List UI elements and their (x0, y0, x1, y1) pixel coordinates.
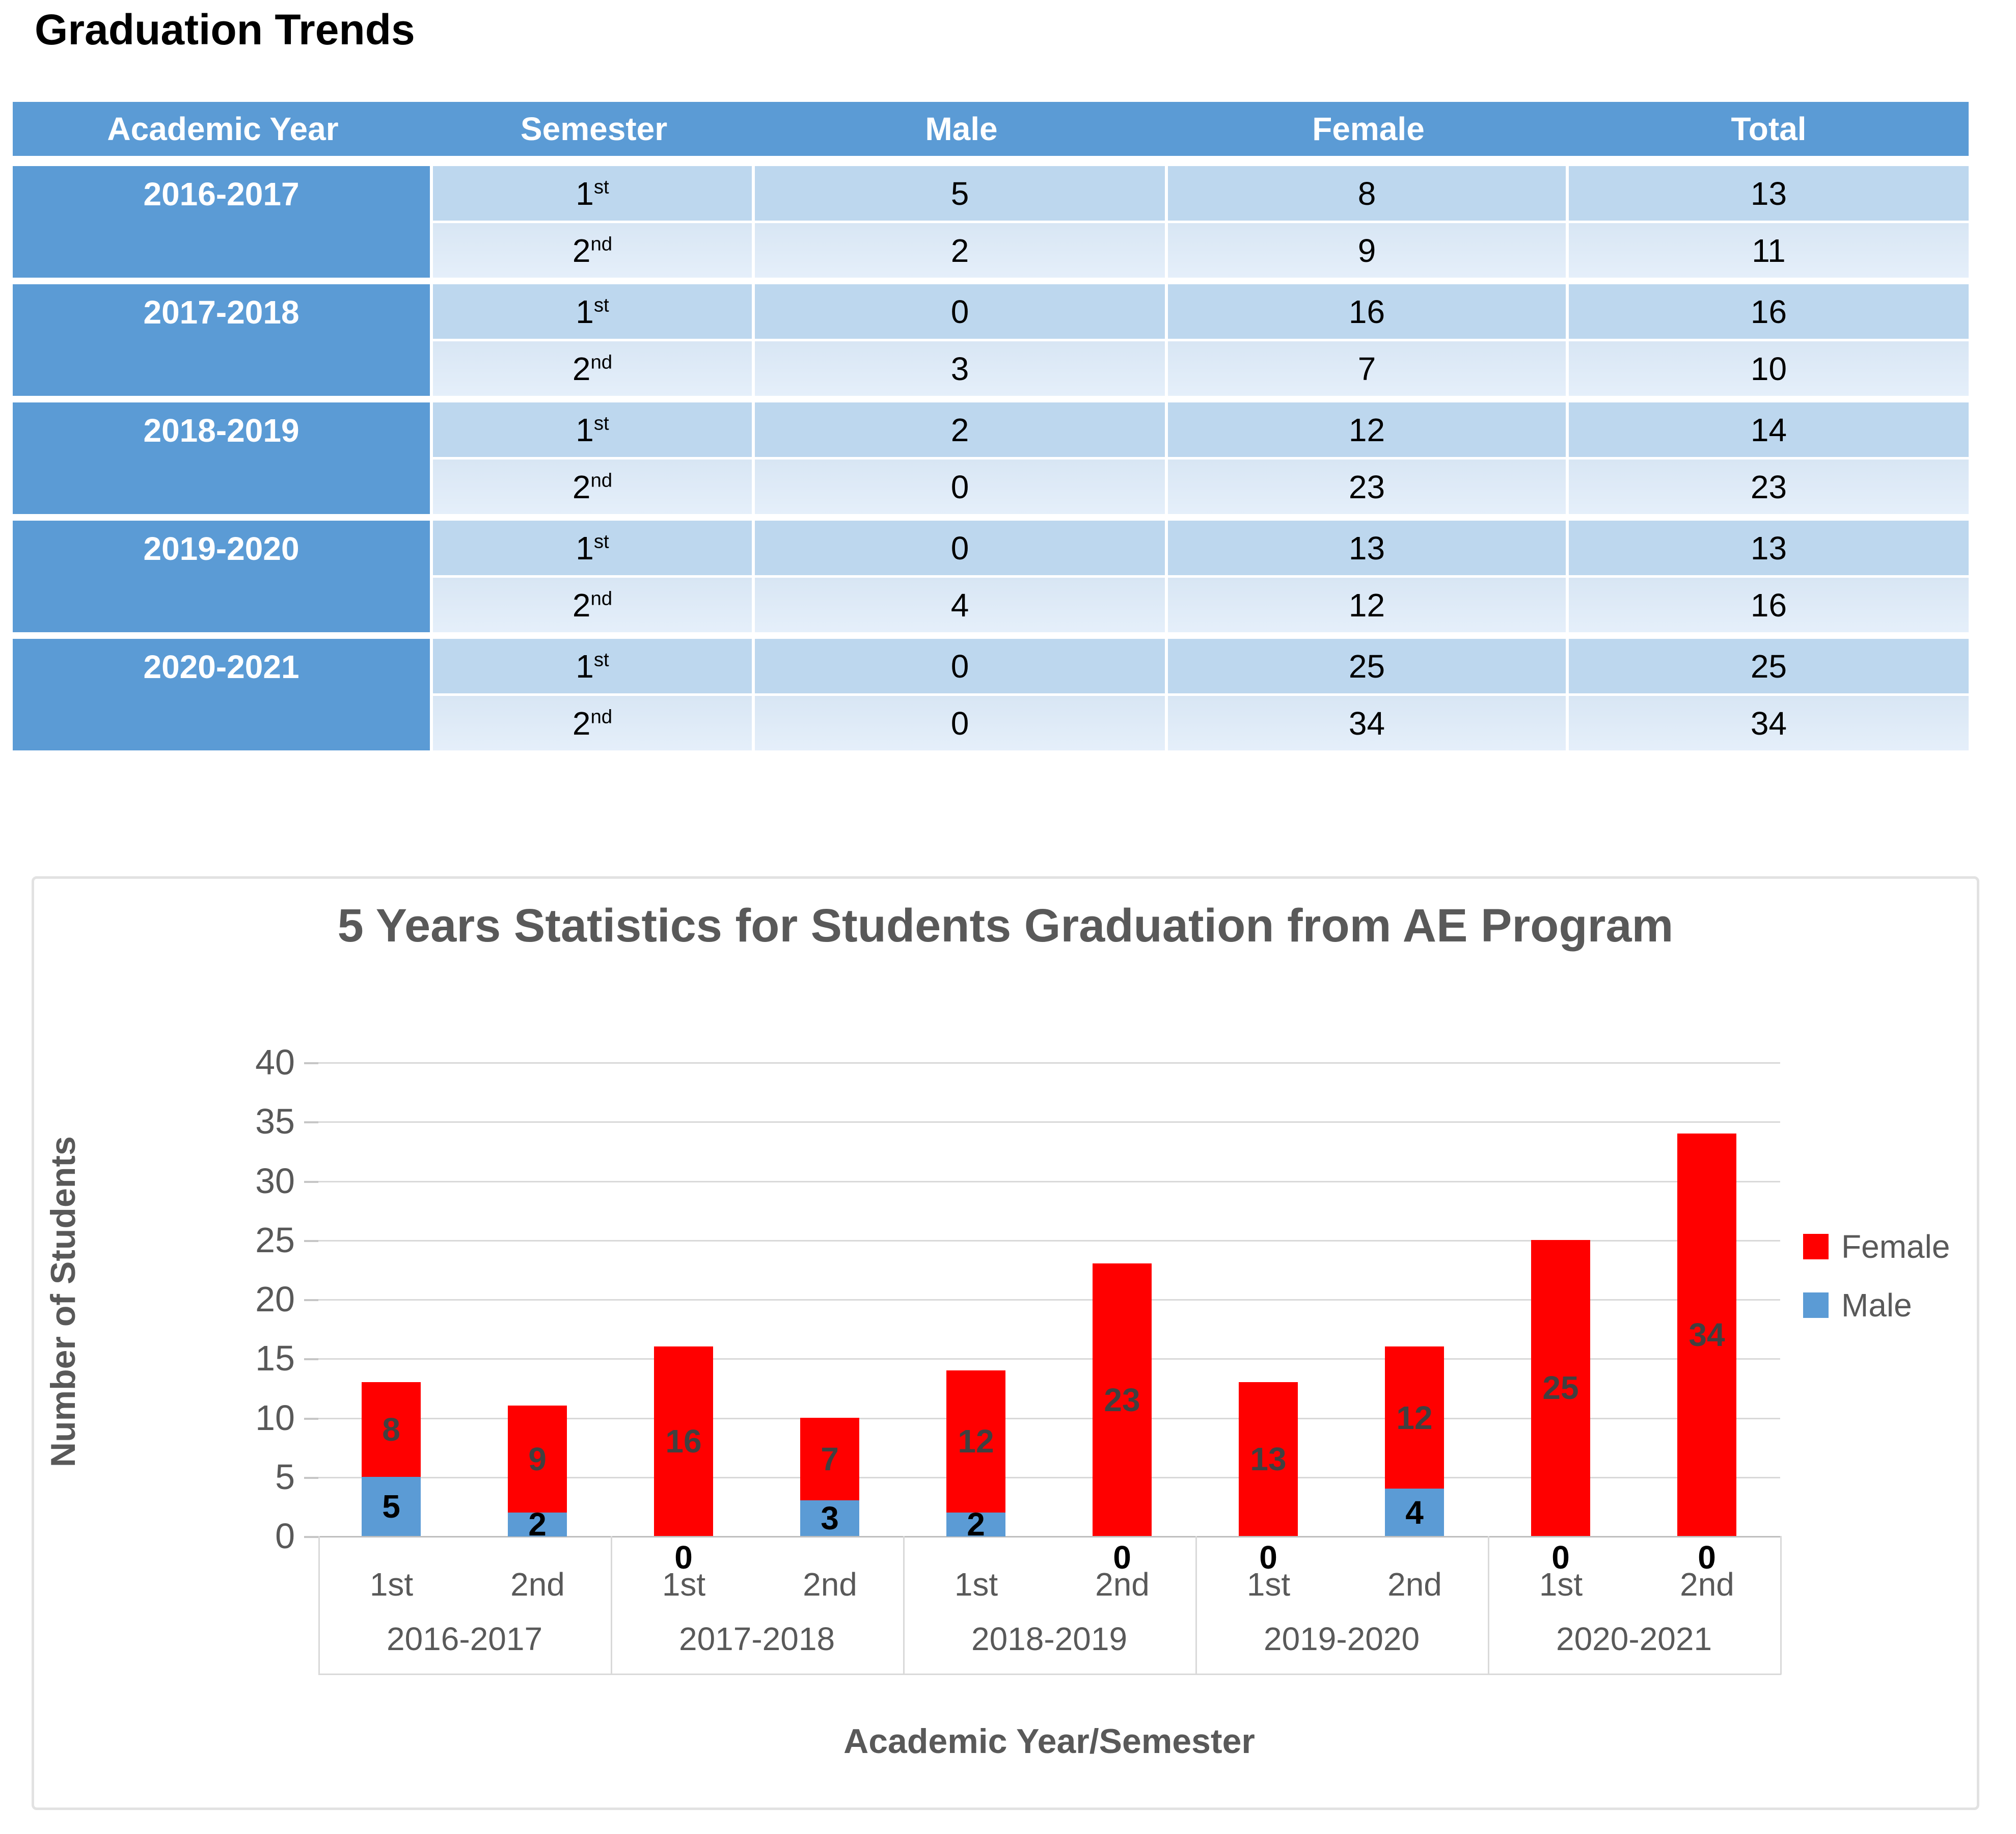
header-total: Total (1569, 102, 1969, 162)
y-axis-title: Number of Students (44, 1136, 83, 1467)
male-cell: 4 (755, 578, 1168, 635)
male-cell: 0 (755, 280, 1168, 341)
x-group-label: 2020-2021 (1556, 1621, 1712, 1657)
semester-cell (433, 341, 755, 398)
semester-cell (433, 223, 755, 280)
y-tick-label: 10 (255, 1398, 295, 1438)
legend-label-female: Female (1841, 1228, 1950, 1265)
bar-label-female: 8 (382, 1411, 400, 1448)
semester-suffix: nd (590, 233, 613, 255)
bar-label-male: 2 (967, 1506, 985, 1543)
table-row (13, 398, 1969, 460)
year-cell: 2020-2021 (13, 635, 433, 753)
y-tick (304, 1477, 318, 1479)
semester-cell (433, 398, 755, 460)
year-cell: 2017-2018 (13, 280, 433, 398)
year-cell: 2018-2019 (13, 398, 433, 517)
male-cell: 3 (755, 341, 1168, 398)
header-female: Female (1168, 102, 1569, 162)
x-tick-label: 2nd (1095, 1566, 1150, 1603)
header-academic-year: Academic Year (13, 102, 433, 162)
total-cell: 34 (1569, 696, 1969, 753)
bar-label-male: 4 (1405, 1494, 1424, 1531)
female-cell: 16 (1168, 280, 1569, 341)
female-cell: 9 (1168, 223, 1569, 280)
semester-cell (433, 578, 755, 635)
semester-number: 2 (572, 468, 591, 505)
bar-label-male: 2 (528, 1506, 547, 1543)
gridline (318, 1181, 1780, 1182)
semester-cell (433, 635, 755, 696)
bar-label-female: 12 (958, 1423, 994, 1460)
x-tick-label: 2nd (1680, 1566, 1734, 1603)
semester-suffix: st (593, 176, 609, 198)
semester-suffix: nd (590, 587, 613, 610)
x-tick-label: 2nd (803, 1566, 857, 1603)
male-cell: 0 (755, 517, 1168, 578)
chart-container (32, 876, 1979, 1810)
total-cell: 14 (1569, 398, 1969, 460)
total-cell: 16 (1569, 280, 1969, 341)
semester-suffix: st (593, 412, 609, 435)
legend-swatch-female (1803, 1234, 1829, 1259)
male-cell: 0 (755, 696, 1168, 753)
total-cell: 13 (1569, 162, 1969, 223)
female-cell: 23 (1168, 460, 1569, 517)
semester-cell (433, 280, 755, 341)
semester-suffix: st (593, 530, 609, 553)
semester-number: 2 (572, 705, 591, 742)
semester-number: 2 (572, 232, 591, 269)
chart-title: 5 Years Statistics for Students Graduation from AE Program (337, 900, 1674, 952)
gridline (318, 1062, 1780, 1064)
male-cell: 0 (755, 635, 1168, 696)
x-tick-label: 1st (1539, 1566, 1583, 1603)
y-tick (304, 1358, 318, 1360)
bar-label-female: 16 (665, 1423, 702, 1460)
x-axis-separator (1780, 1536, 1782, 1675)
header-semester: Semester (433, 102, 755, 162)
x-tick-label: 1st (954, 1566, 998, 1603)
male-cell: 5 (755, 162, 1168, 223)
bar-label-male: 0 (1551, 1539, 1570, 1576)
bar-label-female: 7 (821, 1441, 839, 1477)
y-tick-label: 20 (255, 1279, 295, 1319)
female-cell: 12 (1168, 578, 1569, 635)
semester-number: 1 (576, 175, 594, 212)
total-cell: 10 (1569, 341, 1969, 398)
male-cell: 2 (755, 398, 1168, 460)
female-cell: 13 (1168, 517, 1569, 578)
x-tick-label: 1st (369, 1566, 414, 1603)
y-tick-label: 35 (255, 1101, 295, 1141)
x-tick-label: 2nd (510, 1566, 565, 1603)
x-group-label: 2017-2018 (678, 1621, 835, 1657)
total-cell: 11 (1569, 223, 1969, 280)
male-cell: 2 (755, 223, 1168, 280)
semester-suffix: nd (590, 706, 613, 728)
bar-label-male: 0 (1259, 1539, 1277, 1576)
bar-label-female: 9 (528, 1441, 547, 1477)
y-tick-label: 15 (255, 1338, 295, 1378)
y-tick-label: 25 (255, 1220, 295, 1260)
female-cell: 12 (1168, 398, 1569, 460)
female-cell: 34 (1168, 696, 1569, 753)
semester-suffix: nd (590, 469, 613, 492)
bar-label-male: 0 (1113, 1539, 1131, 1576)
header-male: Male (755, 102, 1168, 162)
graduation-table (13, 102, 1969, 753)
x-group-label: 2016-2017 (386, 1621, 543, 1657)
semester-cell (433, 162, 755, 223)
bar-label-male: 5 (382, 1488, 400, 1525)
y-tick (304, 1299, 318, 1301)
bar-label-male: 0 (1698, 1539, 1716, 1576)
table-row (13, 280, 1969, 341)
table-row (13, 635, 1969, 696)
y-tick (304, 1181, 318, 1183)
bar-label-female: 23 (1104, 1382, 1140, 1418)
bar-label-female: 12 (1396, 1399, 1433, 1436)
y-tick (304, 1121, 318, 1123)
x-tick-label: 2nd (1387, 1566, 1442, 1603)
bar-label-male: 3 (821, 1500, 839, 1536)
semester-number: 1 (576, 529, 594, 567)
female-cell: 7 (1168, 341, 1569, 398)
total-cell: 13 (1569, 517, 1969, 578)
bar-label-female: 13 (1250, 1441, 1287, 1477)
x-group-label: 2018-2019 (971, 1621, 1128, 1657)
x-group-label: 2019-2020 (1263, 1621, 1420, 1657)
semester-cell (433, 517, 755, 578)
semester-suffix: st (593, 649, 609, 671)
y-tick-label: 40 (255, 1042, 295, 1082)
semester-cell (433, 696, 755, 753)
male-cell: 0 (755, 460, 1168, 517)
y-tick-label: 0 (275, 1516, 295, 1556)
semester-number: 2 (572, 350, 591, 387)
total-cell: 16 (1569, 578, 1969, 635)
gridline (318, 1121, 1780, 1123)
y-tick-label: 30 (255, 1161, 295, 1201)
female-cell: 25 (1168, 635, 1569, 696)
bar-label-female: 25 (1542, 1369, 1579, 1406)
semester-cell (433, 460, 755, 517)
y-tick (304, 1418, 318, 1420)
semester-suffix: st (593, 294, 609, 316)
total-cell: 25 (1569, 635, 1969, 696)
x-tick-label: 1st (662, 1566, 706, 1603)
total-cell: 23 (1569, 460, 1969, 517)
x-axis-title: Academic Year/Semester (843, 1722, 1255, 1761)
semester-number: 1 (576, 411, 594, 448)
page-title: Graduation Trends (35, 6, 415, 53)
y-tick (304, 1240, 318, 1242)
table-row (13, 517, 1969, 578)
y-tick-label: 5 (275, 1457, 295, 1497)
bar-label-male: 0 (674, 1539, 693, 1576)
legend-label-male: Male (1841, 1287, 1912, 1324)
table-header-row (13, 102, 1969, 162)
y-tick (304, 1536, 318, 1538)
bar-label-female: 34 (1688, 1316, 1725, 1353)
year-cell: 2019-2020 (13, 517, 433, 635)
y-tick (304, 1062, 318, 1064)
x-tick-label: 1st (1246, 1566, 1291, 1603)
table-row (13, 162, 1969, 223)
semester-number: 2 (572, 586, 591, 624)
semester-number: 1 (576, 648, 594, 685)
semester-number: 1 (576, 293, 594, 330)
semester-suffix: nd (590, 351, 613, 373)
legend-swatch-male (1803, 1292, 1829, 1318)
x-axis-box-bottom (318, 1674, 1781, 1675)
year-cell: 2016-2017 (13, 162, 433, 280)
female-cell: 8 (1168, 162, 1569, 223)
